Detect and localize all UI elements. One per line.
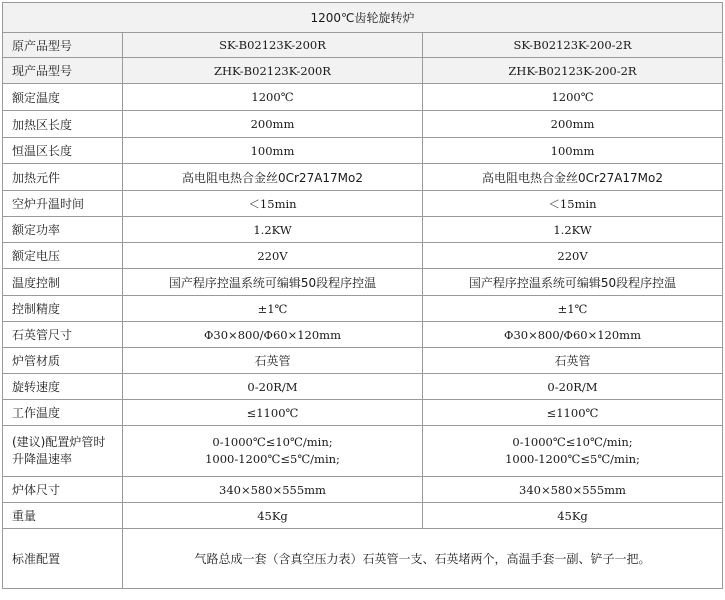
table-row — [3, 296, 723, 322]
table-row — [3, 111, 723, 138]
table-title: 1200℃齿轮旋转炉 — [3, 3, 723, 33]
value-col2: 国产程序控温系统可编辑50段程序控温 — [423, 269, 723, 296]
row-label: 空炉升温时间 — [3, 191, 123, 217]
title-row — [3, 3, 723, 33]
table-row — [3, 217, 723, 243]
spec-table — [2, 2, 723, 589]
row-label: 温度控制 — [3, 269, 123, 296]
value-col1: ＜15min — [123, 191, 423, 217]
value-col1: Φ30×800/Φ60×120mm — [123, 322, 423, 348]
row-label: 加热区长度 — [3, 111, 123, 138]
row-label: 加热元件 — [3, 164, 123, 191]
value-line: 0-1000℃≤10℃/min; — [512, 435, 633, 449]
value-line: 1000-1200℃≤5℃/min; — [505, 452, 640, 466]
value-col1: 高电阻电热合金丝0Cr27A17Mo2 — [123, 164, 423, 191]
value-col1: 45Kg — [123, 503, 423, 529]
value-col2: SK-B02123K-200-2R — [423, 33, 723, 58]
table-row — [3, 374, 723, 400]
value-col1 — [123, 426, 423, 477]
table-row — [3, 191, 723, 217]
value-col1: 220V — [123, 243, 423, 269]
row-label: 标准配置 — [3, 529, 123, 589]
table-row — [3, 243, 723, 269]
value-col1: SK-B02123K-200R — [123, 33, 423, 58]
value-col1: 国产程序控温系统可编辑50段程序控温 — [123, 269, 423, 296]
value-col1: ±1℃ — [123, 296, 423, 322]
row-label: 现产品型号 — [3, 58, 123, 84]
row-label: 炉体尺寸 — [3, 477, 123, 503]
table-row — [3, 400, 723, 426]
table-row — [3, 138, 723, 164]
value-col1: 340×580×555mm — [123, 477, 423, 503]
table-row — [3, 477, 723, 503]
value-col1: 200mm — [123, 111, 423, 138]
table-row — [3, 426, 723, 477]
value-col2 — [423, 426, 723, 477]
row-label-line: (建议)配置炉管时 — [12, 435, 106, 449]
row-label — [3, 426, 123, 477]
row-label: 额定电压 — [3, 243, 123, 269]
row-label: 重量 — [3, 503, 123, 529]
row-label: 恒温区长度 — [3, 138, 123, 164]
row-label: 石英管尺寸 — [3, 322, 123, 348]
value-col2: ≤1100℃ — [423, 400, 723, 426]
row-label: 额定功率 — [3, 217, 123, 243]
table-row — [3, 164, 723, 191]
table-row — [3, 269, 723, 296]
table-row — [3, 503, 723, 529]
standard-config-value: 气路总成一套（含真空压力表）石英管一支、石英堵两个，高温手套一副、铲子一把。 — [123, 529, 723, 589]
table-row — [3, 58, 723, 84]
standard-config-row — [3, 529, 723, 589]
value-col2: 0-20R/M — [423, 374, 723, 400]
value-col2: Φ30×800/Φ60×120mm — [423, 322, 723, 348]
value-col2: 340×580×555mm — [423, 477, 723, 503]
value-line: 1000-1200℃≤5℃/min; — [205, 452, 340, 466]
value-col2: 200mm — [423, 111, 723, 138]
value-line: 0-1000℃≤10℃/min; — [212, 435, 333, 449]
value-col2: 1.2KW — [423, 217, 723, 243]
row-label-line: 升降温速率 — [12, 452, 73, 466]
value-col2: 220V — [423, 243, 723, 269]
value-col1: 100mm — [123, 138, 423, 164]
value-col1: 1.2KW — [123, 217, 423, 243]
row-label: 炉管材质 — [3, 348, 123, 374]
value-col2: ZHK-B02123K-200-2R — [423, 58, 723, 84]
table-row — [3, 33, 723, 58]
row-label: 额定温度 — [3, 84, 123, 111]
value-col1: ≤1100℃ — [123, 400, 423, 426]
row-label: 旋转速度 — [3, 374, 123, 400]
value-col1: 0-20R/M — [123, 374, 423, 400]
value-col2: 1200℃ — [423, 84, 723, 111]
value-col1: 1200℃ — [123, 84, 423, 111]
row-label: 工作温度 — [3, 400, 123, 426]
table-row — [3, 84, 723, 111]
value-col2: 石英管 — [423, 348, 723, 374]
table-row — [3, 322, 723, 348]
row-label: 控制精度 — [3, 296, 123, 322]
value-col2: 高电阻电热合金丝0Cr27A17Mo2 — [423, 164, 723, 191]
value-col2: ±1℃ — [423, 296, 723, 322]
table-row — [3, 348, 723, 374]
row-label: 原产品型号 — [3, 33, 123, 58]
value-col1: 石英管 — [123, 348, 423, 374]
value-col2: 45Kg — [423, 503, 723, 529]
value-col2: 100mm — [423, 138, 723, 164]
value-col1: ZHK-B02123K-200R — [123, 58, 423, 84]
value-col2: ＜15min — [423, 191, 723, 217]
